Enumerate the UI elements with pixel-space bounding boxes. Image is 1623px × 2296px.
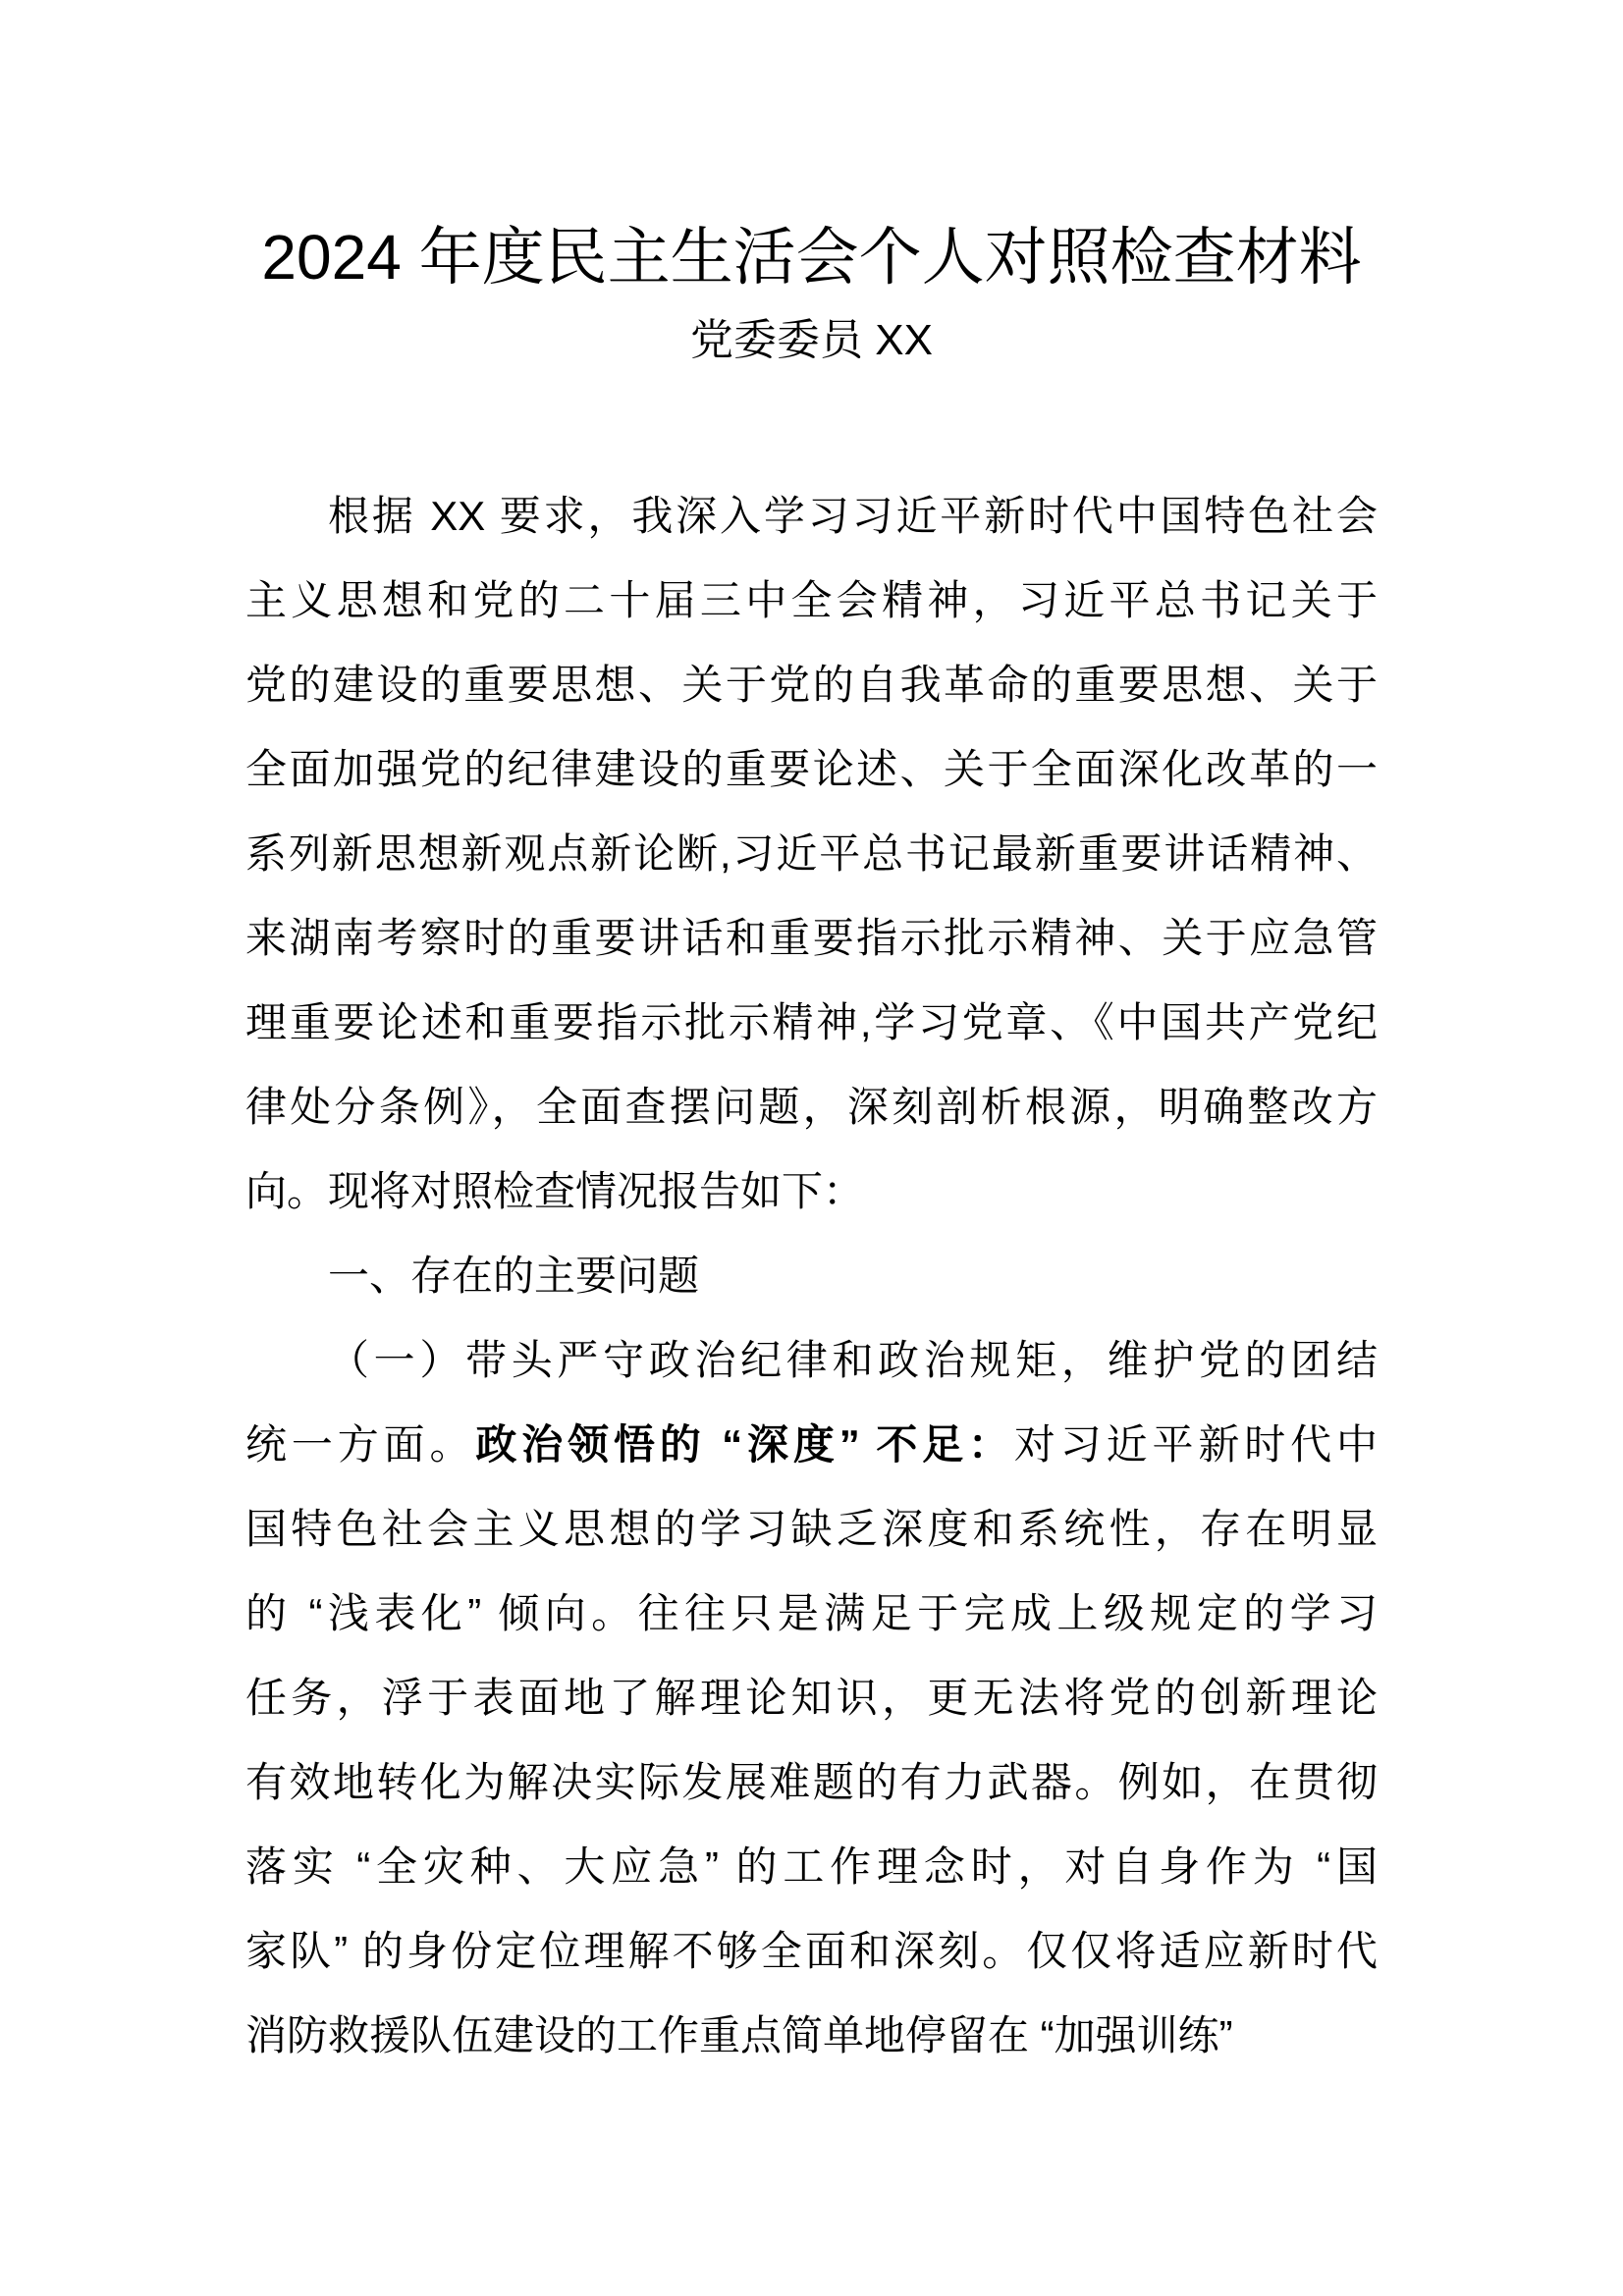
- text-run: 来湖南考察时的重要讲话和重要指示批示精神、关于应急管: [245, 915, 1378, 961]
- text-line: [245, 1318, 1378, 1403]
- paragraph: [245, 474, 1378, 1234]
- text-line: [245, 559, 1378, 643]
- text-run: 统一方面。: [245, 1421, 476, 1468]
- text-line: [245, 981, 1378, 1065]
- text-line: [245, 1149, 1378, 1234]
- text-line: [245, 1656, 1378, 1740]
- text-line: [245, 474, 1378, 559]
- text-run: 向。现将对照检查情况报告如下：: [245, 1168, 865, 1214]
- text-line: [245, 812, 1378, 896]
- text-line: [245, 1740, 1378, 1825]
- text-run: 律处分条例》，全面查摆问题，深刻剖析根源，明确整改方: [245, 1084, 1378, 1130]
- text-line: [245, 1909, 1378, 1994]
- text-run: 任务，浮于表面地了解理论知识，更无法将党的创新理论: [245, 1675, 1378, 1721]
- bold-text-run: 政治领悟的 “深度” 不足：: [475, 1421, 1014, 1468]
- text-line: [245, 643, 1378, 727]
- text-run: 的 “浅表化” 倾向。往往只是满足于完成上级规定的学习: [245, 1590, 1378, 1636]
- text-run: 系列新思想新观点新论断,习近平总书记最新重要讲话精神、: [245, 830, 1378, 877]
- text-run: 对习近平新时代中: [1013, 1421, 1378, 1468]
- text-line: [245, 727, 1378, 812]
- document-byline: 党委委员 XX: [690, 316, 933, 364]
- text-line: [245, 1994, 1378, 2078]
- text-run: 一、存在的主要问题: [328, 1253, 700, 1299]
- document-body: [245, 474, 1378, 2078]
- text-line: [245, 1572, 1378, 1656]
- text-line: [245, 1403, 1378, 1487]
- document-title: 2024 年度民主生活会个人对照检查材料: [261, 222, 1362, 293]
- text-line: [245, 1825, 1378, 1909]
- text-line: [245, 1065, 1378, 1149]
- text-run: 理重要论述和重要指示批示精神,学习党章、《中国共产党纪: [245, 999, 1378, 1045]
- paragraph: [245, 1318, 1378, 2078]
- section-heading: [245, 1234, 1378, 1318]
- text-run: 家队” 的身份定位理解不够全面和深刻。仅仅将适应新时代: [245, 1928, 1378, 1974]
- text-run: 消防救援队伍建设的工作重点简单地停留在 “加强训练”: [245, 2012, 1233, 2058]
- text-run: 主义思想和党的二十届三中全会精神，习近平总书记关于: [245, 577, 1378, 623]
- text-run: 有效地转化为解决实际发展难题的有力武器。例如，在贯彻: [245, 1759, 1378, 1805]
- text-run: 落实 “全灾种、大应急” 的工作理念时，对自身作为 “国: [245, 1843, 1378, 1890]
- text-run: 根据 XX 要求，我深入学习习近平新时代中国特色社会: [328, 493, 1378, 539]
- text-run: 全面加强党的纪律建设的重要论述、关于全面深化改革的一: [245, 746, 1378, 792]
- text-line: [245, 1487, 1378, 1572]
- text-run: （一）带头严守政治纪律和政治规矩，维护党的团结: [328, 1337, 1378, 1383]
- text-run: 国特色社会主义思想的学习缺乏深度和系统性，存在明显: [245, 1506, 1378, 1552]
- text-line: [245, 1234, 1378, 1318]
- text-line: [245, 896, 1378, 981]
- text-run: 党的建设的重要思想、关于党的自我革命的重要思想、关于: [245, 662, 1378, 708]
